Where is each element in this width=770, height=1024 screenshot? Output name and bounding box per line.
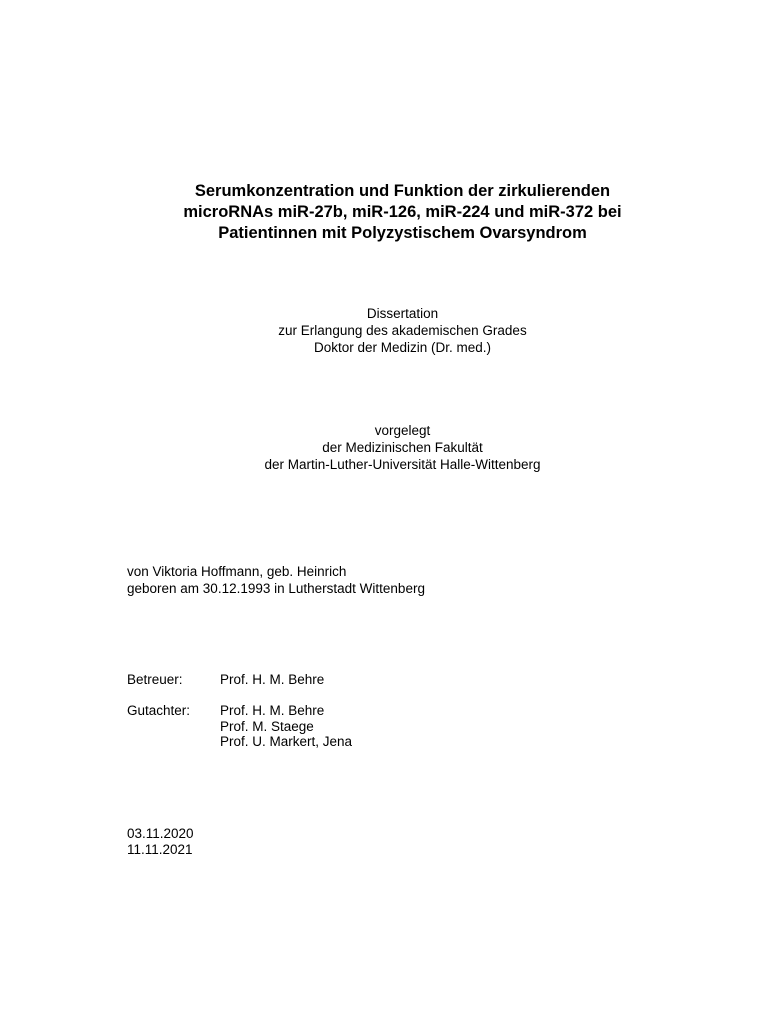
author-birth: geboren am 30.12.1993 in Lutherstadt Wittenberg [127, 581, 425, 596]
author-info [127, 563, 425, 597]
reviewer-name: Prof. H. M. Behre [220, 703, 325, 718]
dissertation-title [100, 181, 705, 244]
reviewer-name: Prof. U. Markert, Jena [220, 734, 353, 749]
supervisor-name: Prof. H. M. Behre [220, 672, 325, 687]
supervisor-names [220, 672, 324, 688]
title-line: Serumkonzentration und Funktion der zirkulierenden [194, 182, 611, 200]
dates [127, 826, 194, 857]
reviewer-names [220, 703, 352, 750]
title-line: Patientinnen mit Polyzystischem Ovarsyndrom [218, 224, 587, 242]
submission-line: vorgelegt [374, 423, 431, 438]
author-name: von Viktoria Hoffmann, geb. Heinrich [127, 564, 347, 579]
reviewer-label: Gutachter: [127, 703, 191, 718]
supervisor-label: Betreuer: [127, 672, 183, 687]
date-line: 11.11.2021 [127, 841, 193, 857]
submission-line: der Medizinischen Fakultät [322, 440, 483, 455]
degree-line: zur Erlangung des akademischen Grades [278, 323, 527, 338]
title-line: microRNAs miR-27b, miR-126, miR-224 und miR-372 bei [183, 203, 622, 221]
reviewer-name: Prof. M. Staege [220, 718, 314, 734]
date-line: 03.11.2020 [127, 826, 194, 841]
degree-line: Dissertation [366, 306, 439, 321]
degree-statement [100, 305, 705, 356]
submission-line: der Martin-Luther-Universität Halle-Wittenberg [264, 457, 541, 472]
degree-line: Doktor der Medizin (Dr. med.) [313, 340, 492, 355]
submission-statement [100, 422, 705, 473]
